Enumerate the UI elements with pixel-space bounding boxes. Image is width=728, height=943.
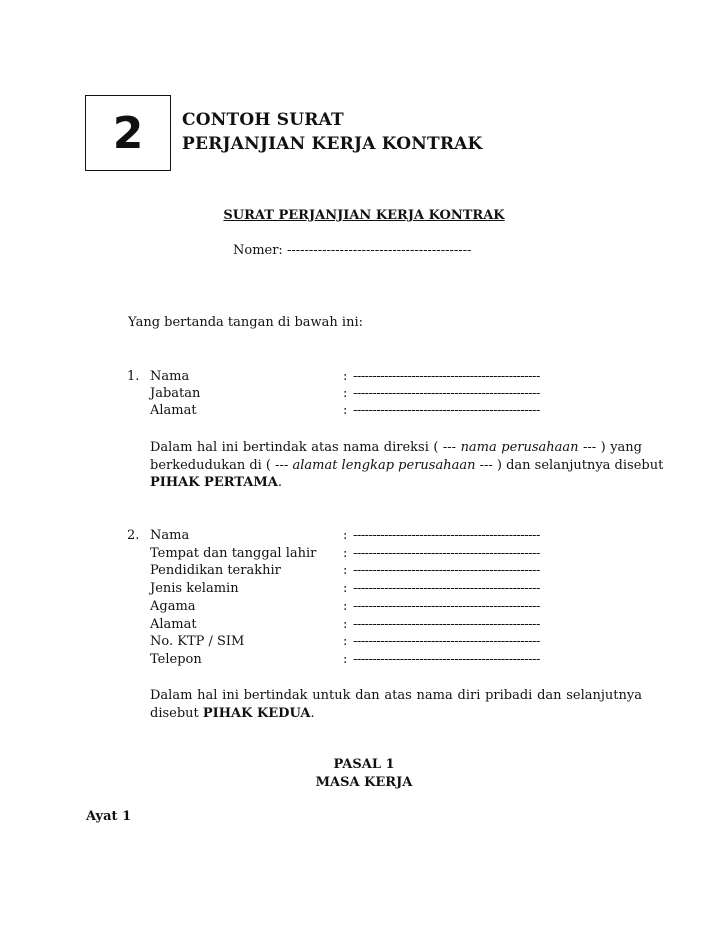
ayat-heading: Ayat 1 xyxy=(86,809,132,824)
field-separator: : xyxy=(343,386,348,401)
party2-number: 2. xyxy=(127,528,140,543)
field-separator: : xyxy=(343,598,348,614)
pasal-title: MASA KERJA xyxy=(315,775,413,790)
field-value: ------------------------------------------------ xyxy=(353,651,540,667)
field-row xyxy=(150,599,610,617)
field-row xyxy=(150,634,610,652)
field-label: No. KTP / SIM xyxy=(150,634,245,650)
field-row xyxy=(150,581,610,599)
field-label: Agama xyxy=(150,598,196,614)
field-row xyxy=(150,563,610,581)
field-separator: : xyxy=(343,545,348,561)
text-run: . xyxy=(310,705,315,721)
field-value: ------------------------------------------------ xyxy=(353,563,540,579)
pasal-number: PASAL 1 xyxy=(333,757,395,772)
intro-text: Yang bertanda tangan di bawah ini: xyxy=(128,315,363,330)
field-label: Jabatan xyxy=(150,386,201,401)
field-row xyxy=(150,528,610,546)
field-row xyxy=(150,652,610,670)
field-value: ------------------------------------------------ xyxy=(353,616,540,632)
field-value: ------------------------------------------------ xyxy=(353,581,540,597)
field-row xyxy=(150,369,610,387)
party2-paragraph xyxy=(150,687,642,722)
company-address-placeholder: alamat lengkap perusahaan xyxy=(292,457,476,473)
header-title-line1: CONTOH SURAT xyxy=(182,110,344,130)
field-value: ------------------------------------------------ xyxy=(353,386,540,401)
document-title: SURAT PERJANJIAN KERJA KONTRAK xyxy=(223,208,505,223)
field-row xyxy=(150,386,610,404)
text-run: disebut xyxy=(150,705,203,721)
header-title-line2: PERJANJIAN KERJA KONTRAK xyxy=(182,134,483,154)
document-number: Nomer: ------------------------------------------ xyxy=(233,243,472,258)
field-label: Nama xyxy=(150,369,190,384)
field-value: ------------------------------------------------ xyxy=(353,528,540,543)
field-label: Tempat dan tanggal lahir xyxy=(150,545,317,561)
field-separator: : xyxy=(343,651,348,667)
party-first-label: PIHAK PERTAMA xyxy=(150,475,278,490)
chapter-number-box xyxy=(85,95,171,171)
field-separator: : xyxy=(343,581,348,597)
text-run: --- ) yang xyxy=(578,440,642,455)
field-label: Alamat xyxy=(150,403,197,418)
field-value: ------------------------------------------------ xyxy=(353,545,540,561)
paragraph-line xyxy=(150,705,642,723)
field-label: Telepon xyxy=(150,651,202,667)
paragraph-line: Dalam hal ini bertindak untuk dan atas nama diri pribadi dan selanjutnya xyxy=(150,688,642,703)
field-separator: : xyxy=(343,634,348,650)
text-run: Dalam hal ini bertindak atas nama direksi ( --- xyxy=(150,440,461,455)
paragraph-line xyxy=(150,474,642,492)
field-label: Alamat xyxy=(150,616,197,632)
field-separator: : xyxy=(343,369,348,384)
field-label: Pendidikan terakhir xyxy=(150,563,281,579)
field-label: Nama xyxy=(150,528,190,543)
party1-paragraph xyxy=(150,439,664,492)
field-value: ------------------------------------------------ xyxy=(353,598,540,614)
field-value: ------------------------------------------------ xyxy=(353,369,540,384)
field-separator: : xyxy=(343,403,348,418)
field-separator: : xyxy=(343,616,348,632)
company-name-placeholder: nama perusahaan xyxy=(460,440,579,455)
text-run: --- ) dan selanjutnya disebut xyxy=(475,457,664,473)
field-value: ------------------------------------------------ xyxy=(353,403,540,418)
party1-number: 1. xyxy=(127,369,140,384)
field-label: Jenis kelamin xyxy=(150,581,239,597)
paragraph-line xyxy=(150,457,664,475)
text-run: berkedudukan di ( --- xyxy=(150,457,293,473)
field-row xyxy=(150,617,610,635)
text-run: . xyxy=(277,475,282,490)
party-second-label: PIHAK KEDUA xyxy=(202,705,311,721)
field-separator: : xyxy=(343,563,348,579)
paragraph-line xyxy=(150,439,642,457)
field-row xyxy=(150,403,610,421)
chapter-number: 2 xyxy=(112,107,144,159)
field-separator: : xyxy=(343,528,348,543)
field-value: ------------------------------------------------ xyxy=(353,634,540,650)
field-row xyxy=(150,546,610,564)
